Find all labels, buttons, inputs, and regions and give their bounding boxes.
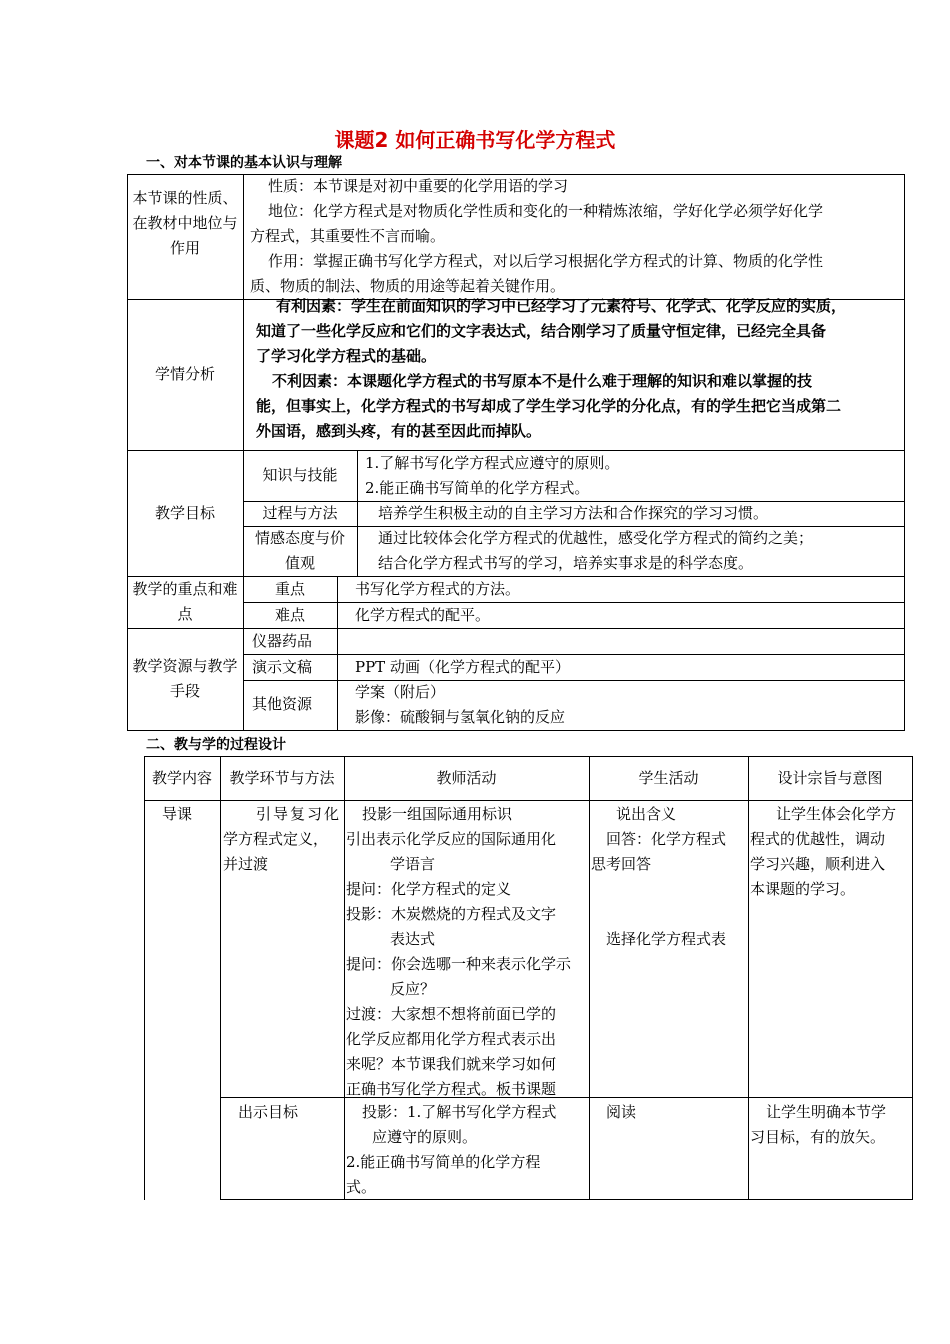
goal-attitude-line-1: 通过比较体会化学方程式的优越性，感受化学方程式的简约之美； xyxy=(378,529,814,547)
row2-intent-line-2: 习目标，有的放矢。 xyxy=(750,1128,886,1146)
resource-other-line-2: 影像：硫酸铜与氢氧化钠的反应 xyxy=(355,708,566,726)
row1-student-line-2: 回答：化学方程式 xyxy=(606,830,727,848)
row2-teacher-line-2: 应遵守的原则。 xyxy=(372,1128,478,1146)
row-label-goals: 教学目标 xyxy=(154,504,215,522)
row1-student-line-1: 说出含义 xyxy=(616,805,677,823)
key-text: 书写化学方程式的方法。 xyxy=(355,580,521,598)
difficulty-label: 难点 xyxy=(274,606,305,624)
row1-intent-line-3: 学习兴趣，顺利进入 xyxy=(750,855,886,873)
analysis-line-3: 了学习化学方程式的基础。 xyxy=(256,347,437,365)
goal-knowledge-line-2: 2.能正确书写简单的化学方程式。 xyxy=(365,479,590,497)
resource-slides-text: PPT 动画（化学方程式的配平） xyxy=(355,658,570,676)
analysis-line-4: 不利因素：本课题化学方程式的书写原本不是什么难于理解的知识和难以掌握的技 xyxy=(272,372,813,390)
row1-teacher-line-11: 来呢？本节课我们就来学习如何 xyxy=(346,1055,557,1073)
row1-teacher-line-10: 化学反应都用化学方程式表示出 xyxy=(346,1030,557,1048)
nature-line-3: 方程式，其重要性不言而喻。 xyxy=(250,227,446,245)
row1-teacher-line-9: 过渡：大家想不想将前面已学的 xyxy=(346,1005,557,1023)
goal-attitude-label: 情感态度与价值观 xyxy=(254,529,345,572)
analysis-line-2: 知道了一些化学反应和它们的文字表达式，结合刚学习了质量守恒定律，已经完全具备 xyxy=(256,322,827,340)
row1-method-line-1: 引导复习化 xyxy=(256,805,342,823)
row1-student-line-3: 思考回答 xyxy=(591,855,652,873)
resource-other-line-1: 学案（附后） xyxy=(355,683,446,701)
row1-intent-line-4: 本课题的学习。 xyxy=(750,880,856,898)
row-label-nature: 本节课的性质、在教材中地位与作用 xyxy=(132,189,238,257)
row1-teacher-line-2: 引出表示化学反应的国际通用化 xyxy=(346,830,557,848)
row2-teacher-line-4: 式。 xyxy=(346,1178,377,1196)
row1-teacher-line-4: 提问：化学方程式的定义 xyxy=(346,880,512,898)
row1-intent-line-2: 程式的优越性，调动 xyxy=(750,830,886,848)
header-teacher: 教师活动 xyxy=(436,769,497,787)
row1-teacher-line-5: 投影：木炭燃烧的方程式及文字 xyxy=(346,905,557,923)
row-label-keypoints: 教学的重点和难点 xyxy=(132,580,238,623)
nature-line-5: 质、物质的制法、物质的用途等起着关键作用。 xyxy=(250,277,566,295)
row1-teacher-line-6: 表达式 xyxy=(390,930,436,948)
row1-teacher-line-7: 提问：你会选哪一种来表示化学示 xyxy=(346,955,572,973)
goal-attitude-line-2: 结合化学方程式书写的学习，培养实事求是的科学态度。 xyxy=(378,554,754,572)
header-content: 教学内容 xyxy=(151,769,212,787)
goal-process-label: 过程与方法 xyxy=(262,504,338,522)
goal-knowledge-label: 知识与技能 xyxy=(262,466,338,484)
resource-equipment-label: 仪器药品 xyxy=(252,632,313,650)
row2-teacher-line-3: 2.能正确书写简单的化学方程 xyxy=(346,1153,541,1171)
row2-intent-line-1: 让学生明确本节学 xyxy=(766,1103,887,1121)
row1-content: 导课 xyxy=(162,805,193,823)
nature-line-2: 地位：化学方程式是对物质化学性质和变化的一种精炼浓缩，学好化学必须学好化学 xyxy=(268,202,824,220)
row1-method-line-2: 学方程式定义， xyxy=(223,830,329,848)
header-intent: 设计宗旨与意图 xyxy=(777,769,883,787)
goal-process-text: 培养学生积极主动的自主学习方法和合作探究的学习习惯。 xyxy=(378,504,769,522)
header-method: 教学环节与方法 xyxy=(229,769,335,787)
row2-teacher-line-1: 投影：1.了解书写化学方程式 xyxy=(362,1103,557,1121)
analysis-line-6: 外国语，感到头疼，有的甚至因此而掉队。 xyxy=(256,422,542,440)
row1-intent-line-1: 让学生体会化学方 xyxy=(776,805,897,823)
row2-student: 阅读 xyxy=(606,1103,637,1121)
section-heading-1: 一、对本节课的基本认识与理解 xyxy=(146,155,342,171)
row1-student-line-4: 选择化学方程式表 xyxy=(606,930,727,948)
key-label: 重点 xyxy=(274,580,305,598)
row1-method-line-3: 并过渡 xyxy=(223,855,269,873)
difficulty-text: 化学方程式的配平。 xyxy=(355,606,491,624)
row1-teacher-line-8: 反应？ xyxy=(390,980,436,998)
nature-line-4: 作用：掌握正确书写化学方程式，对以后学习根据化学方程式的计算、物质的化学性 xyxy=(268,252,824,270)
row-label-analysis: 学情分析 xyxy=(154,365,215,383)
resource-other-label: 其他资源 xyxy=(252,695,313,713)
goal-knowledge-line-1: 1.了解书写化学方程式应遵守的原则。 xyxy=(365,454,620,472)
header-student: 学生活动 xyxy=(638,769,699,787)
row-label-resources: 教学资源与教学手段 xyxy=(132,657,238,700)
nature-line-1: 性质：本节课是对初中重要的化学用语的学习 xyxy=(268,177,569,195)
row2-method: 出示目标 xyxy=(238,1103,299,1121)
row1-teacher-line-3: 学语言 xyxy=(390,855,436,873)
row1-teacher-line-12: 正确书写化学方程式。板书课题 xyxy=(346,1080,557,1098)
analysis-line-1: 有利因素：学生在前面知识的学习中已经学习了元素符号、化学式、化学反应的实质， xyxy=(276,297,847,315)
page-title: 课题2 如何正确书写化学方程式 xyxy=(334,128,616,152)
analysis-line-5: 能，但事实上，化学方程式的书写却成了学生学习化学的分化点，有的学生把它当成第二 xyxy=(256,397,842,415)
section-heading-2: 二、教与学的过程设计 xyxy=(146,737,286,753)
resource-slides-label: 演示文稿 xyxy=(252,658,313,676)
row1-teacher-line-1: 投影一组国际通用标识 xyxy=(362,805,513,823)
